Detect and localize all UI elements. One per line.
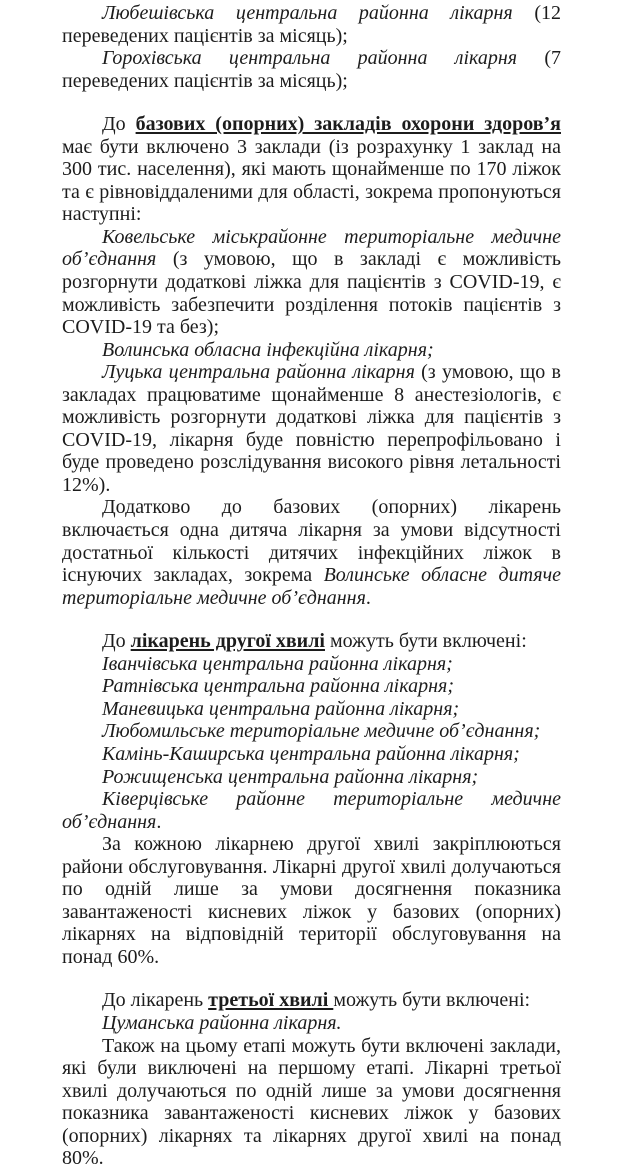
text-run-italic: Любешівська центральна районна лікарня [102, 2, 513, 24]
text-run-italic: Горохівська центральна районна лікарня [102, 47, 518, 70]
text-run-normal: (12 переведених пацієнтів за місяць); [62, 2, 561, 47]
para-manevytska-hospital [62, 698, 561, 721]
para-lutsk-hospital [62, 361, 561, 496]
para-horokhivska-hospital [62, 47, 561, 92]
para-third-wave-rules [62, 1035, 561, 1170]
para-ivanchivska-hospital [62, 653, 561, 676]
text-run-normal: Додатково до базових (опорних) лікарень включається одна дитяча лікарня за умови відсутності достатньої кількості дитячих інфекційних ліжок в існуючих закладах, зокрема [62, 496, 561, 587]
text-run-italic: Маневицька центральна районна лікарня; [102, 697, 460, 720]
para-children-hospital [62, 496, 561, 609]
text-run-normal: має бути включено 3 заклади (із розрахунку 1 заклад на 300 тис. населення), які мають щонайменше по 170 ліжок та є рівновіддаленими для області, зокрема пропонуються наступні: [62, 135, 561, 226]
text-run-italic: Луцька центральна районна лікарня [102, 361, 415, 384]
text-run-normal: До лікарень [102, 989, 209, 1012]
para-kivertsivske-association [62, 788, 561, 833]
text-run-bold-underline: третьої хвилі [208, 989, 334, 1012]
text-run-italic: Рожищенська центральна районна лікарня; [102, 765, 479, 788]
para-second-wave-heading [62, 630, 561, 653]
para-rozhyshchenska-hospital [62, 766, 561, 789]
para-lyubeshivska-hospital [62, 2, 561, 47]
text-run-italic: Ковельське міськрайонне територіальне медичне об’єднання [62, 225, 561, 271]
text-run-italic: Іванчівська центральна районна лікарня; [102, 652, 453, 675]
para-ratnivska-hospital [62, 675, 561, 698]
text-run-italic: Волинська обласна інфекційна лікарня; [102, 338, 434, 361]
text-run-normal: За кожною лікарнею другої хвилі закріплюються райони обслуговування. Лікарні другої хвилі долучаються по одній лише за умови досягнення показника завантаженості кисневих ліжок у базових (опорних) лікарнях на відповідній території обслуговування на понад 60%. [62, 833, 561, 968]
para-lyubomylske-association [62, 720, 561, 743]
para-base-hospitals-heading [62, 113, 561, 226]
text-run-normal: Також на цьому етапі можуть бути включені заклади, які були виключені на першому етапі. Лікарні третьої хвилі долучаються по одній лише за умови досягнення показника завантаженості кисневих ліжок у базових (опорних) лікарнях та лікарнях другої хвилі на понад 80%. [62, 1034, 561, 1170]
text-run-italic: Ратнівська центральна районна лікарня; [102, 675, 454, 698]
para-third-wave-heading [62, 989, 561, 1012]
text-run-normal: можуть бути включені: [333, 989, 531, 1012]
para-tsumanska-hospital [62, 1012, 561, 1035]
text-run-normal: (7 переведених пацієнтів за місяць); [62, 47, 561, 92]
text-run-italic: Камінь-Каширська центральна районна лікарня; [102, 742, 520, 765]
text-run-bold-underline: базових (опорних) закладів охорони здоров’я [135, 113, 561, 136]
para-second-wave-rules [62, 833, 561, 968]
text-run-italic: Любомильське територіальне медичне об’єднання; [102, 720, 541, 743]
text-run-normal: До [102, 113, 136, 136]
text-run-normal: (з умовою, що в закладі є можливість розгорнути додаткові ліжка для пацієнтів з COVID-19, є можливість забезпечити розділення потоків пацієнтів з COVID-19 та без); [62, 248, 561, 339]
para-kovel-association [62, 226, 561, 339]
text-run-italic: Цуманська районна лікарня. [102, 1011, 342, 1034]
text-run-normal: . [156, 810, 162, 833]
text-run-italic: Ківерцівське районне територіальне медичне об’єднання [62, 788, 561, 833]
text-run-normal: можуть бути включені: [324, 630, 527, 653]
para-volyn-infectious-hospital [62, 339, 561, 362]
para-kamin-kashyrska-hospital [62, 743, 561, 766]
text-run-normal: До [102, 630, 131, 653]
text-run-italic: Волинське обласне дитяче територіальне медичне об’єднання [62, 564, 561, 609]
text-run-normal: . [365, 586, 371, 609]
text-run-bold-underline: лікарень другої хвилі [130, 630, 325, 653]
text-run-normal: (з умовою, що в закладах працюватиме щонайменше 8 анестезіологів, є можливість розгорнути додаткові ліжка для пацієнтів з COVID-19, лікарня буде повністю перепрофільовано і буде проведено розслідування високого рівня летальності 12%). [62, 361, 562, 496]
